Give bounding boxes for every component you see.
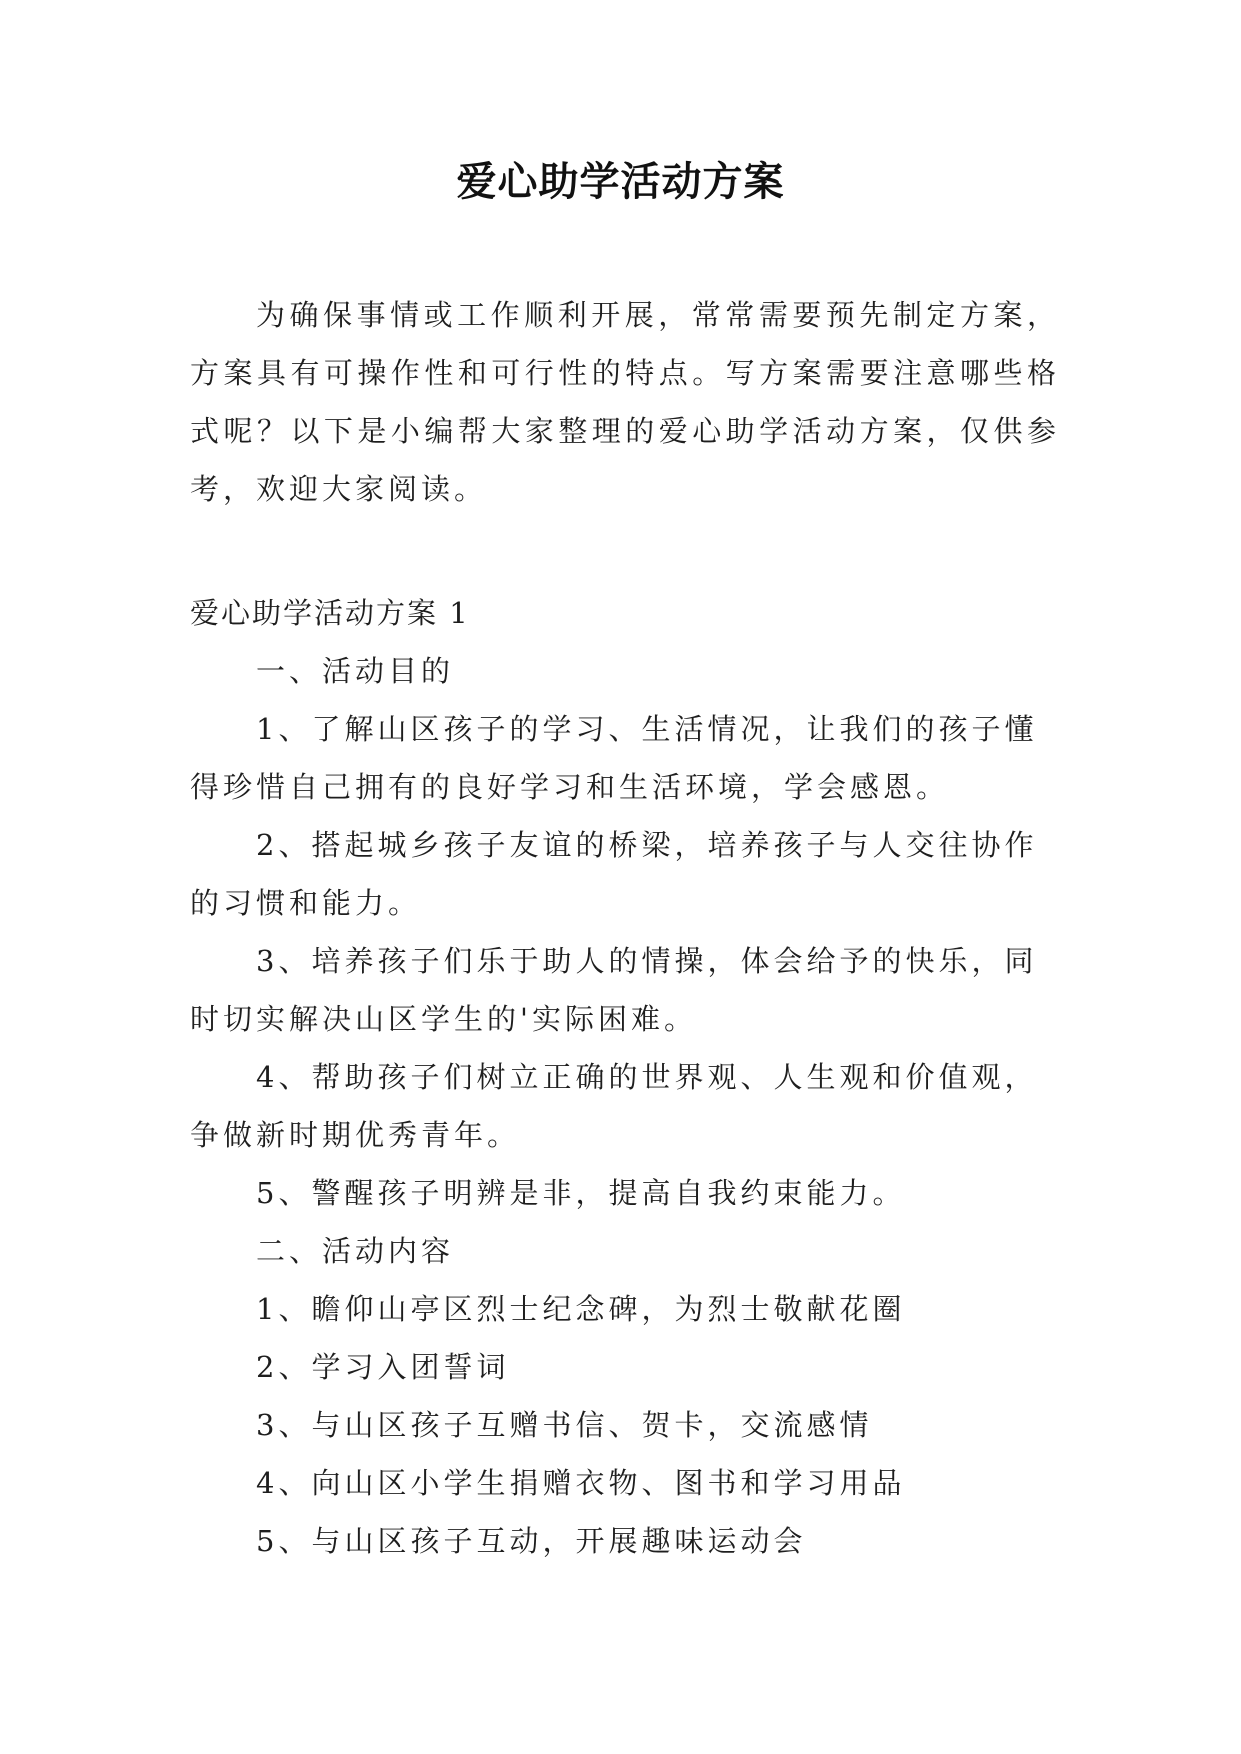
heading-objectives: 一、活动目的: [256, 654, 455, 688]
heading-content: 二、活动内容: [256, 1234, 455, 1268]
list-item: 5、警醒孩子明辨是非，提高自我约束能力。: [256, 1176, 906, 1210]
list-item: 2、搭起城乡孩子友谊的桥梁，培养孩子与人交往协作的习惯和能力。: [190, 828, 1038, 920]
list-item: 4、向山区小学生捐赠衣物、图书和学习用品: [256, 1466, 906, 1500]
list-item: 2、学习入团誓词: [256, 1350, 510, 1384]
list-item: 1、瞻仰山亭区烈士纪念碑，为烈士敬献花圈: [256, 1292, 906, 1326]
section-title: 爱心助学活动方案 1: [190, 596, 470, 630]
content-list: [190, 642, 1060, 1570]
list-item: 3、培养孩子们乐于助人的情操，体会给予的快乐，同时切实解决山区学生的'实际困难。: [190, 944, 1038, 1036]
intro-paragraph: 为确保事情或工作顺利开展，常常需要预先制定方案，方案具有可操作性和可行性的特点。写方案需要注意哪些格式呢？以下是小编帮大家整理的爱心助学活动方案，仅供参考，欢迎大家阅读。: [190, 298, 1060, 506]
list-item: 5、与山区孩子互动，开展趣味运动会: [256, 1524, 807, 1558]
document-title: 爱心助学活动方案: [456, 159, 785, 205]
list-item: 3、与山区孩子互赠书信、贺卡，交流感情: [256, 1408, 873, 1442]
list-item: 1、了解山区孩子的学习、生活情况，让我们的孩子懂得珍惜自己拥有的良好学习和生活环境，学会感恩。: [190, 712, 1038, 804]
list-item: 4、帮助孩子们树立正确的世界观、人生观和价值观，争做新时期优秀青年。: [190, 1060, 1038, 1152]
